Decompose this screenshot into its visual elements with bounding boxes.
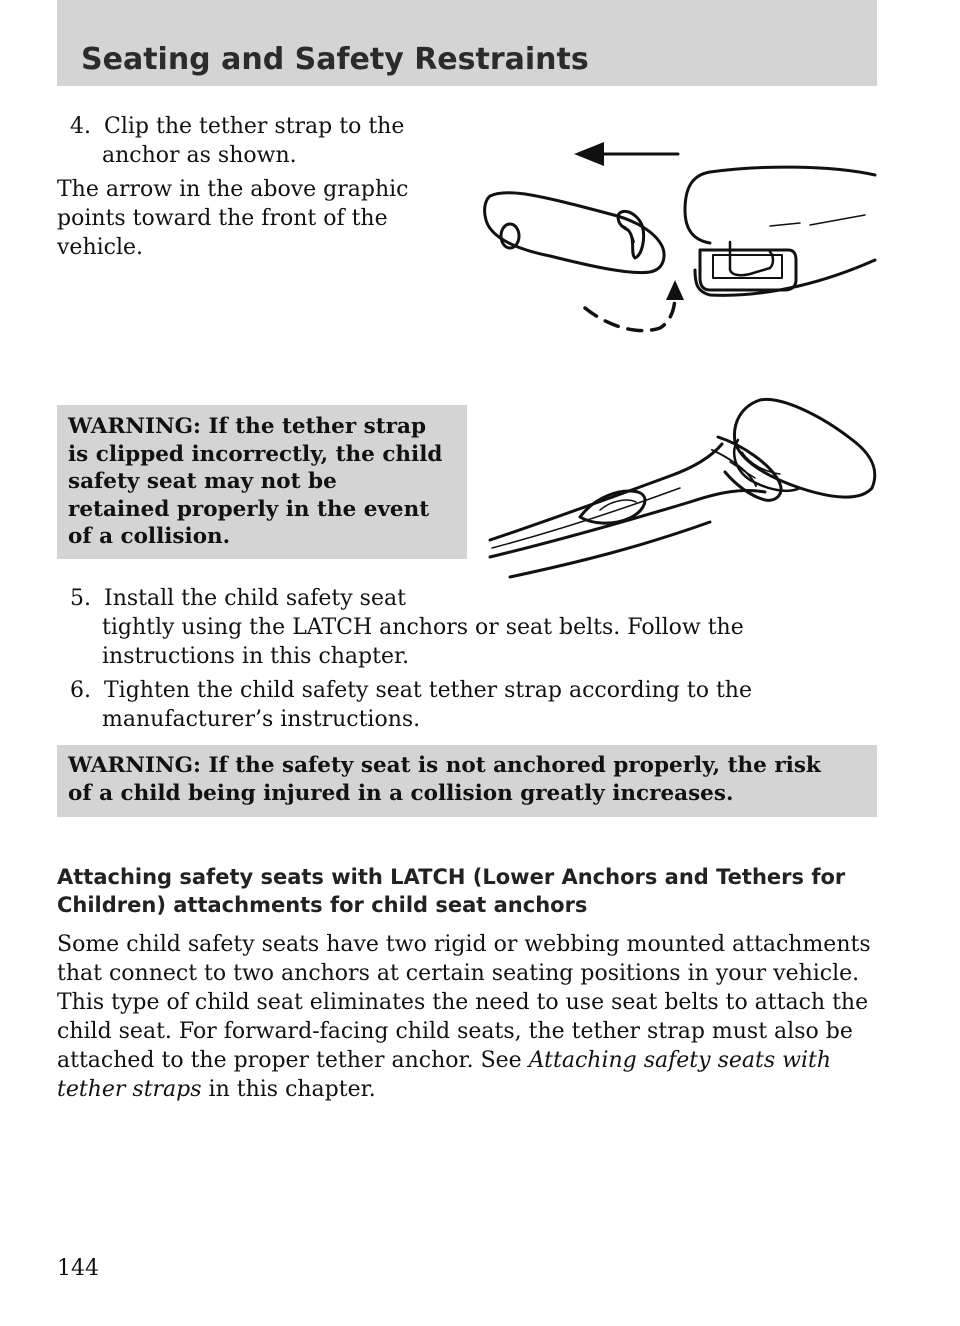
front-direction-arrowhead [574, 142, 604, 166]
latch-para-line-6 [57, 1075, 871, 1104]
step-5-line-2: tightly using the LATCH anchors or seat belts. Follow the [102, 615, 744, 640]
header-title: Seating and Safety Restraints [81, 42, 589, 77]
section-heading-latch [57, 863, 887, 919]
latch-para-line-4: child seat. For forward-facing child seats, the tether strap must also be [57, 1019, 853, 1044]
warning-box-tether [57, 405, 467, 559]
warning-box-anchoring [57, 745, 877, 817]
page-number: 144 [57, 1256, 99, 1281]
step-5 [70, 584, 744, 671]
step-6-line-2: manufacturer’s instructions. [102, 707, 421, 732]
latch-para-line-3: This type of child seat eliminates the need to use seat belts to attach the [57, 990, 869, 1015]
tether-clip-illustration [470, 130, 890, 350]
step-4 [70, 112, 404, 170]
warning-1-line-2: is clipped incorrectly, the child [68, 441, 443, 467]
arrow-note-line-3: vehicle. [57, 235, 144, 260]
latch-para-line-6-text: in this chapter. [201, 1077, 376, 1102]
cross-reference-part-2: tether straps [57, 1077, 202, 1102]
tether-strap-clipped-illustration [480, 392, 880, 582]
step-4-line-2: anchor as shown. [102, 143, 297, 168]
section-heading-line-2: Children) attachments for child seat anchors [57, 893, 588, 917]
warning-1-line-3: safety seat may not be [68, 469, 337, 494]
page-header [57, 0, 877, 86]
cross-reference-part-1: Attaching safety seats with [528, 1048, 831, 1073]
motion-path-dashed [585, 295, 675, 331]
latch-para-line-2: that connect to two anchors at certain seating positions in your vehicle. [57, 961, 860, 986]
step-6 [70, 676, 752, 734]
tether-strap [490, 444, 765, 577]
arrow-note-line-2: points toward the front of the [57, 206, 388, 231]
latch-para-line-5 [57, 1046, 871, 1075]
warning-2-line-2: of a child being injured in a collision greatly increases. [68, 780, 734, 806]
section-heading-line-1: Attaching safety seats with LATCH (Lower Anchors and Tethers for [57, 865, 846, 889]
step-5-number: 5. [70, 586, 91, 611]
latch-para-line-1: Some child safety seats have two rigid or webbing mounted attachments [57, 932, 871, 957]
tether-hook [485, 193, 664, 273]
step-4-number: 4. [70, 114, 91, 139]
latch-paragraph [57, 930, 871, 1104]
arrow-note [57, 175, 409, 262]
warning-2-line-1: WARNING: If the safety seat is not anchored properly, the risk [68, 753, 821, 778]
step-6-number: 6. [70, 678, 91, 703]
latch-para-line-5-text: attached to the proper tether anchor. See [57, 1048, 529, 1073]
step-5-line-3: instructions in this chapter. [102, 644, 410, 669]
motion-arrowhead [666, 280, 684, 300]
step-4-line-1: Clip the tether strap to the [104, 114, 405, 139]
step-6-line-1: Tighten the child safety seat tether strap according to the [104, 678, 752, 703]
warning-1-line-5: of a collision. [68, 524, 231, 549]
warning-1-line-1: WARNING: If the tether strap [68, 414, 426, 439]
arrow-note-line-1: The arrow in the above graphic [57, 177, 409, 202]
warning-1-line-4: retained properly in the event [68, 496, 430, 522]
step-5-line-1: Install the child safety seat [104, 586, 406, 611]
